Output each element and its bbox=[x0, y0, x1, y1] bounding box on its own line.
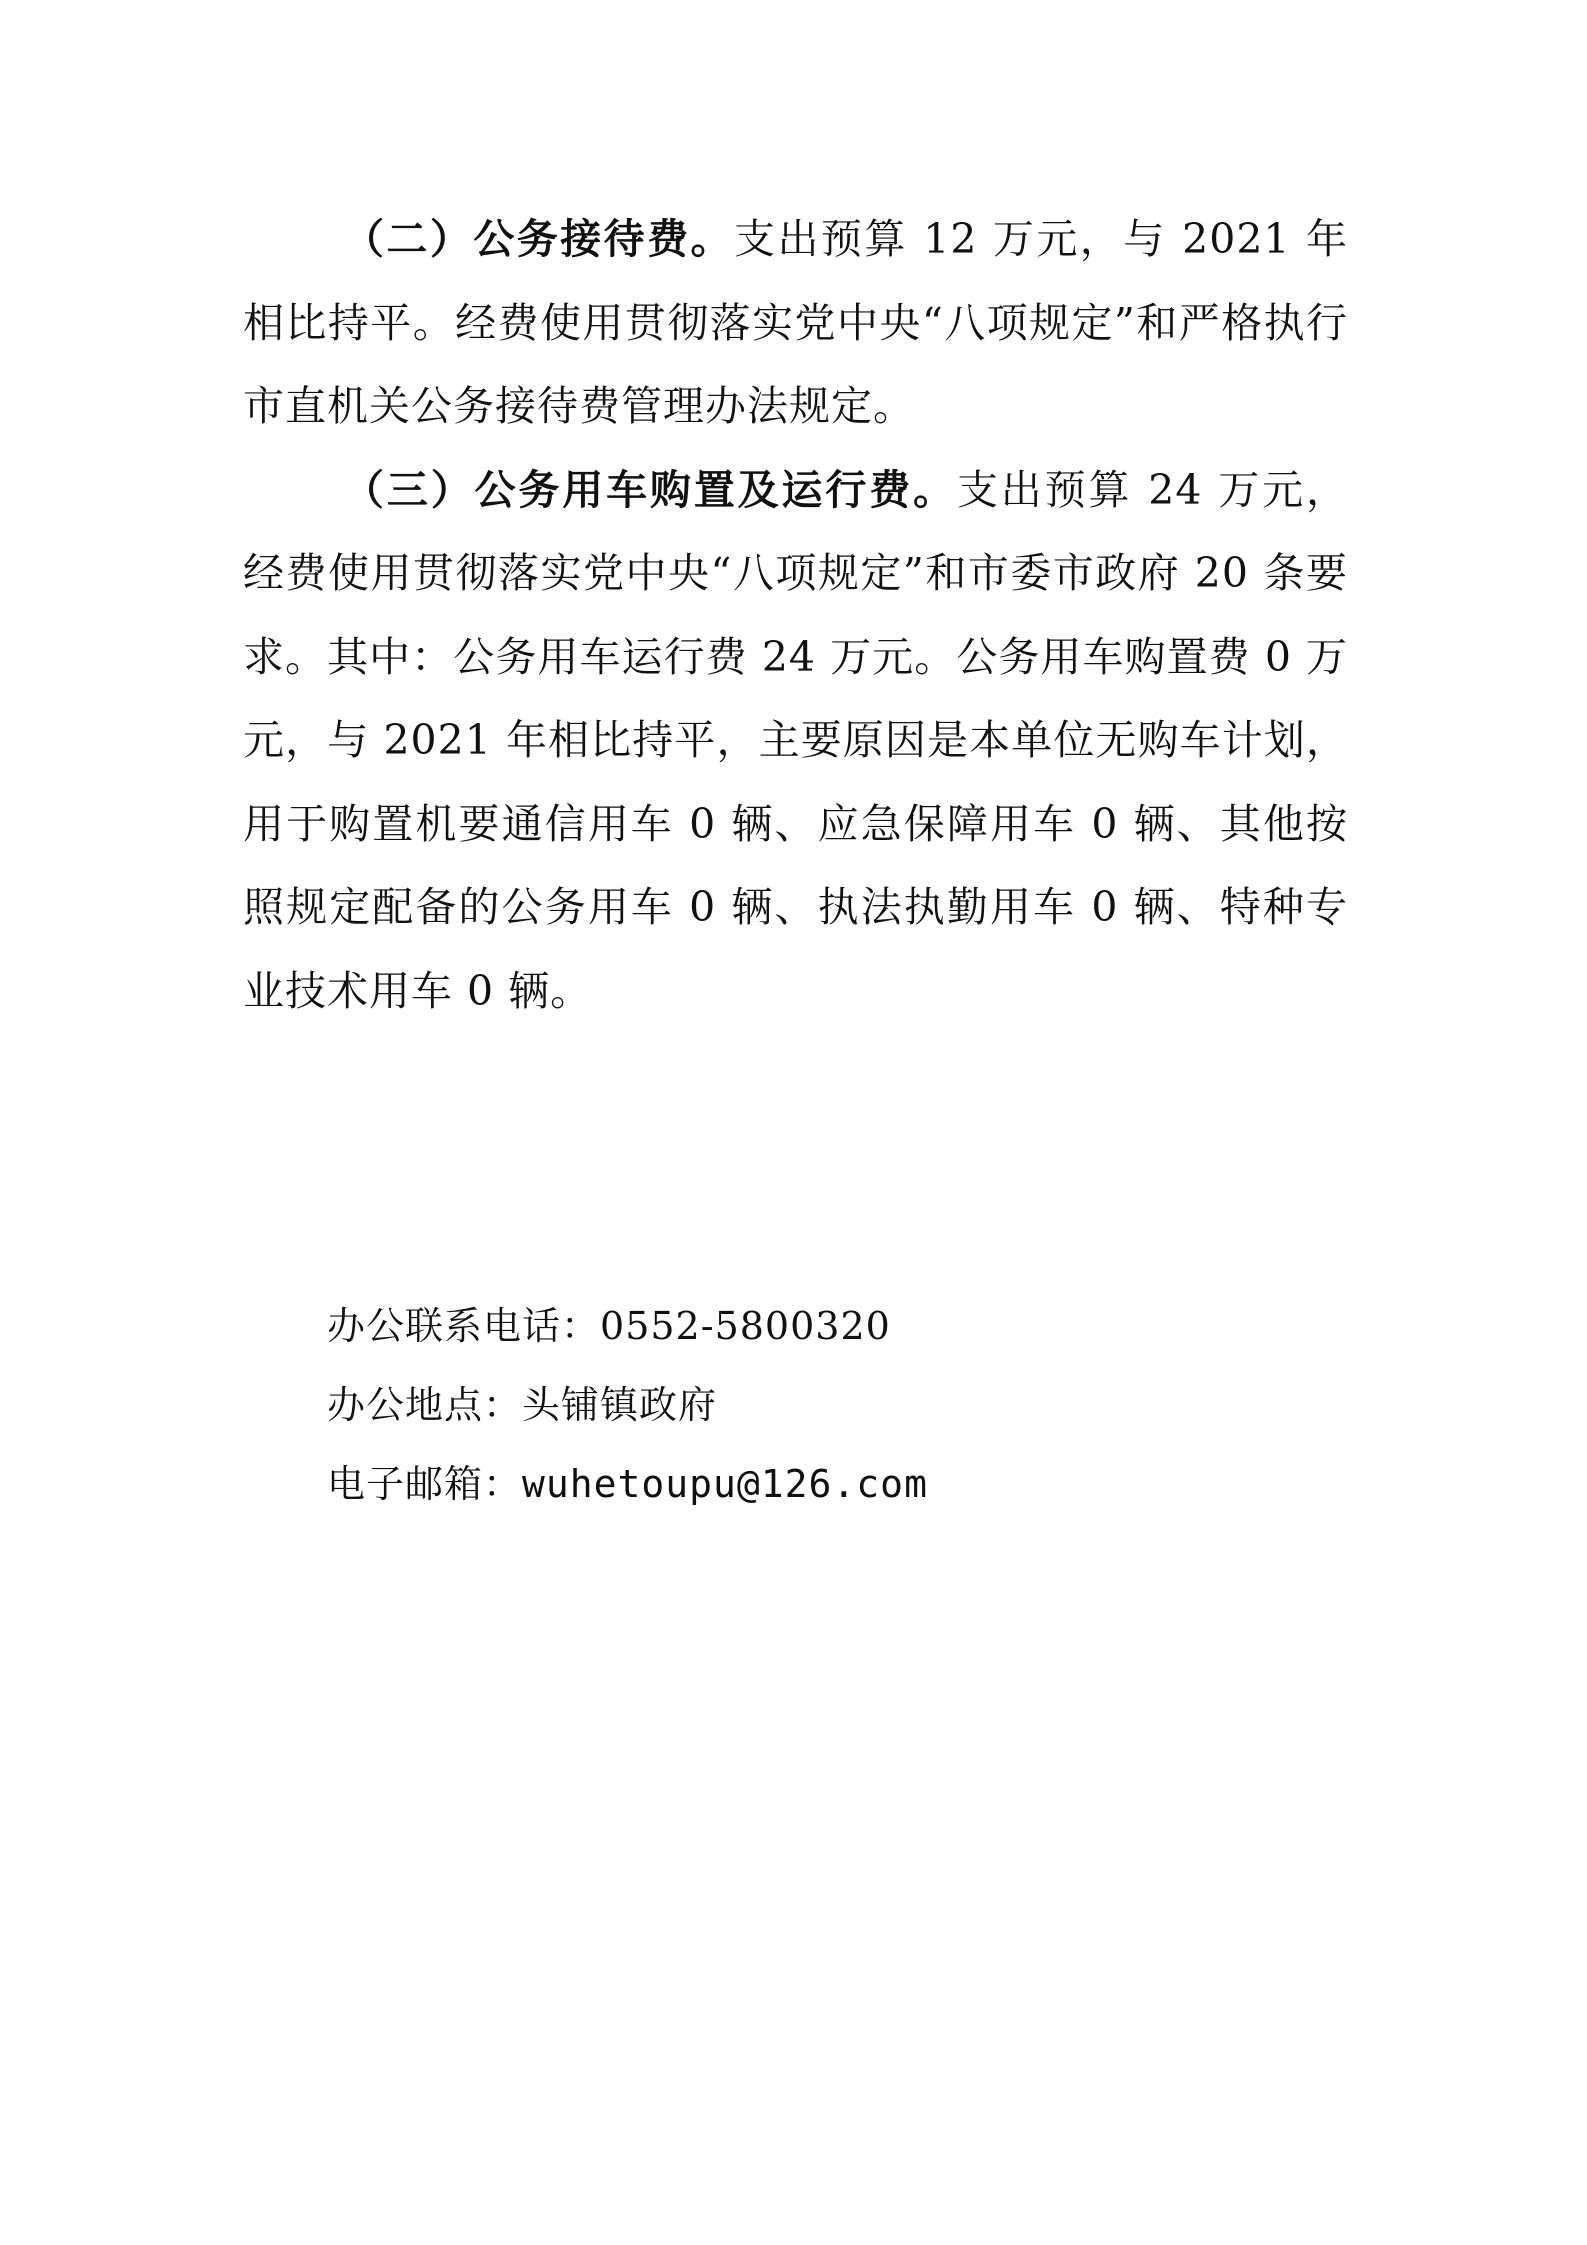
contact-phone-value: 0552-5800320 bbox=[600, 1304, 891, 1348]
contact-info bbox=[327, 1287, 1227, 1524]
contact-phone-label: 办公联系电话： bbox=[327, 1304, 601, 1348]
contact-email bbox=[327, 1445, 1227, 1524]
document-body bbox=[243, 198, 1348, 1033]
paragraph-reception-expense bbox=[243, 198, 1348, 449]
contact-email-label: 电子邮箱： bbox=[327, 1462, 523, 1506]
contact-address-value: 头铺镇政府 bbox=[522, 1383, 718, 1427]
contact-email-value: wuhetoupu@126.com bbox=[522, 1462, 928, 1506]
contact-address bbox=[327, 1366, 1227, 1445]
paragraph-text: 支出预算 24 万元，经费使用贯彻落实党中央“八项规定”和市委市政府 20 条要求。其中：公务用车运行费 24 万元。公务用车购置费 0 万元，与 2021 年相比持平，主要原因是本单位无购车计划，用于购置机要通信用车 0 辆、应急保障用车 0 辆、其他按照规定配备的公务用车 0 辆、执法执勤用车 0 辆、特种专业技术用车 0 辆。 bbox=[243, 465, 1348, 1015]
contact-phone bbox=[327, 1287, 1227, 1366]
contact-address-label: 办公地点： bbox=[327, 1383, 523, 1427]
paragraph-vehicle-expense bbox=[243, 449, 1348, 1034]
paragraph-heading: （三）公务用车购置及运行费。 bbox=[343, 465, 957, 514]
paragraph-text: 支出预算 12 万元，与 2021 年相比持平。经费使用贯彻落实党中央“八项规定”和严格执行市直机关公务接待费管理办法规定。 bbox=[243, 215, 1348, 430]
paragraph-heading: （二）公务接待费。 bbox=[343, 215, 735, 263]
